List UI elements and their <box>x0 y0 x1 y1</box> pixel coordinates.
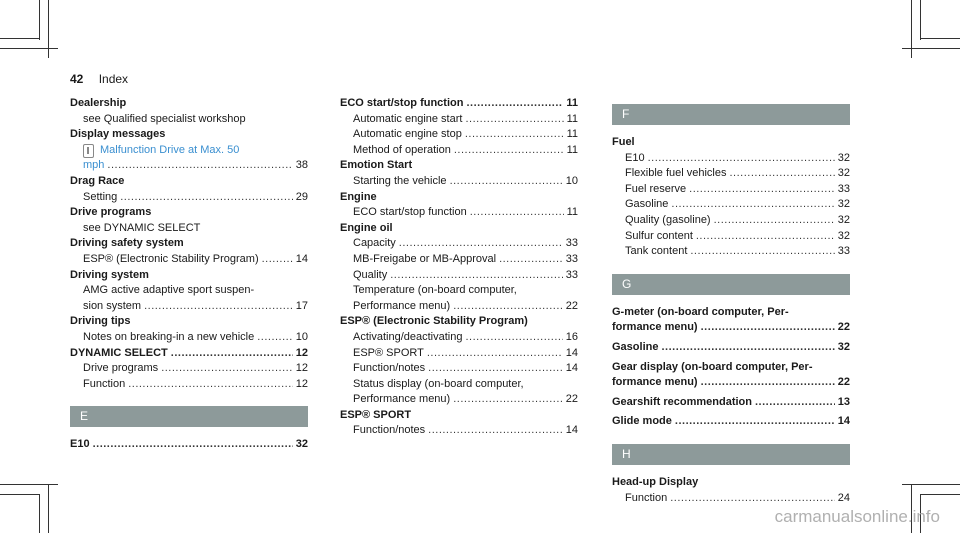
letter-bar-g: G <box>612 274 850 295</box>
index-heading: Head-up Display <box>612 475 699 488</box>
index-heading: Drag Race <box>70 174 125 187</box>
index-column-1 <box>70 96 308 453</box>
page-header <box>70 72 128 86</box>
index-subentry[interactable]: Gasoline ..... 32 <box>612 197 850 213</box>
display-message: Malfunction Drive at Max. 50 <box>70 143 308 159</box>
crop-mark <box>48 484 49 533</box>
index-subentry[interactable]: Function ..... 24 <box>612 491 850 507</box>
index-subentry[interactable]: ESP® (Electronic Stability Program) ..... 14 <box>70 252 308 268</box>
watermark: carmanualsonline.info <box>774 507 940 526</box>
steering-wheel-warning-icon <box>83 144 94 158</box>
index-subentry[interactable]: Flexible fuel vehicles ..... 32 <box>612 166 850 182</box>
crop-mark <box>0 494 40 495</box>
crop-mark <box>0 48 58 49</box>
index-subentry[interactable]: Drive programs ..... 12 <box>70 361 308 377</box>
index-heading: Drive programs <box>70 206 152 219</box>
index-subentry[interactable]: Automatic engine stop ..... 11 <box>340 127 578 143</box>
index-subentry[interactable]: Performance menu) ..... 22 <box>340 392 578 408</box>
index-heading[interactable]: ECO start/stop function ..... 11 <box>340 96 578 112</box>
index-heading[interactable]: formance menu) ..... 22 <box>612 375 850 391</box>
index-heading: Driving tips <box>70 315 131 328</box>
index-subentry[interactable]: Notes on breaking-in a new vehicle ..... 10 <box>70 330 308 346</box>
index-heading: Engine <box>340 190 377 203</box>
page-number: 42 <box>70 72 84 86</box>
crop-mark <box>920 0 921 40</box>
index-heading: ESP® (Electronic Stability Program) <box>340 315 528 328</box>
index-heading: Driving system <box>70 268 149 281</box>
index-subentry[interactable]: E10 ..... 32 <box>612 151 850 167</box>
index-subentry[interactable]: sion system ..... 17 <box>70 299 308 315</box>
index-heading: G-meter (on-board computer, Per- <box>612 305 789 318</box>
index-subentry[interactable]: Setting ..... 29 <box>70 190 308 206</box>
index-subentry[interactable]: Function/notes ..... 14 <box>340 423 578 439</box>
index-heading[interactable]: formance menu) ..... 22 <box>612 320 850 336</box>
index-heading: Dealership <box>70 97 127 109</box>
index-subentry[interactable]: Sulfur content ..... 32 <box>612 229 850 245</box>
index-heading: Driving safety system <box>70 237 184 250</box>
index-subentry[interactable]: Performance menu) ..... 22 <box>340 299 578 315</box>
index-subentry[interactable]: Function/notes ..... 14 <box>340 361 578 377</box>
index-subentry[interactable]: Fuel reserve ..... 33 <box>612 182 850 198</box>
index-subentry[interactable]: ESP® SPORT ..... 14 <box>340 346 578 362</box>
section-title: Index <box>98 72 129 86</box>
crop-mark <box>0 38 40 39</box>
index-subentry: Status display (on-board computer, <box>353 377 524 390</box>
index-subentry[interactable]: MB-Freigabe or MB-Approval ..... 33 <box>340 252 578 268</box>
index-subentry[interactable]: Automatic engine start ..... 11 <box>340 112 578 128</box>
index-heading[interactable]: DYNAMIC SELECT ..... 12 <box>70 346 308 362</box>
index-heading[interactable]: Gasoline ..... 32 <box>612 340 850 356</box>
index-subentry[interactable]: Tank content ..... 33 <box>612 244 850 260</box>
crop-mark <box>48 0 49 58</box>
index-heading: Gear display (on-board computer, Per- <box>612 360 813 373</box>
index-heading[interactable]: E10 ..... 32 <box>70 437 308 453</box>
index-subentry[interactable]: Quality ..... 33 <box>340 268 578 284</box>
index-heading: Fuel <box>612 136 635 148</box>
index-heading: ESP® SPORT <box>340 408 412 421</box>
letter-bar-h: H <box>612 444 850 465</box>
crop-mark <box>911 0 912 58</box>
index-subentry[interactable]: Capacity ..... 33 <box>340 236 578 252</box>
index-subentry: see Qualified specialist workshop <box>83 112 246 125</box>
letter-bar-f: F <box>612 104 850 125</box>
index-column-2 <box>340 96 578 439</box>
index-subentry[interactable]: mph ..... 38 <box>70 158 308 174</box>
crop-mark <box>920 494 960 495</box>
index-subentry[interactable]: Function ..... 12 <box>70 377 308 393</box>
index-subentry[interactable]: Method of operation ..... 11 <box>340 143 578 159</box>
index-heading: Emotion Start <box>340 159 413 172</box>
index-subentry: AMG active adaptive sport suspen- <box>83 284 255 297</box>
letter-bar-e: E <box>70 406 308 427</box>
crop-mark <box>39 0 40 40</box>
crop-mark <box>0 484 58 485</box>
index-subentry: Temperature (on-board computer, <box>353 284 517 297</box>
crop-mark <box>920 38 960 39</box>
index-subentry[interactable]: Activating/deactivating ..... 16 <box>340 330 578 346</box>
crop-mark <box>39 494 40 533</box>
index-heading: Engine oil <box>340 221 393 234</box>
index-heading[interactable]: Glide mode ..... 14 <box>612 414 850 430</box>
index-subentry: see DYNAMIC SELECT <box>83 221 201 234</box>
index-heading: Display messages <box>70 128 166 141</box>
index-heading[interactable]: Gearshift recommendation ..... 13 <box>612 395 850 411</box>
index-subentry[interactable]: ECO start/stop function ..... 11 <box>340 205 578 221</box>
index-subentry[interactable]: Starting the vehicle ..... 10 <box>340 174 578 190</box>
index-column-3 <box>612 96 850 506</box>
index-subentry[interactable]: Quality (gasoline) ..... 32 <box>612 213 850 229</box>
